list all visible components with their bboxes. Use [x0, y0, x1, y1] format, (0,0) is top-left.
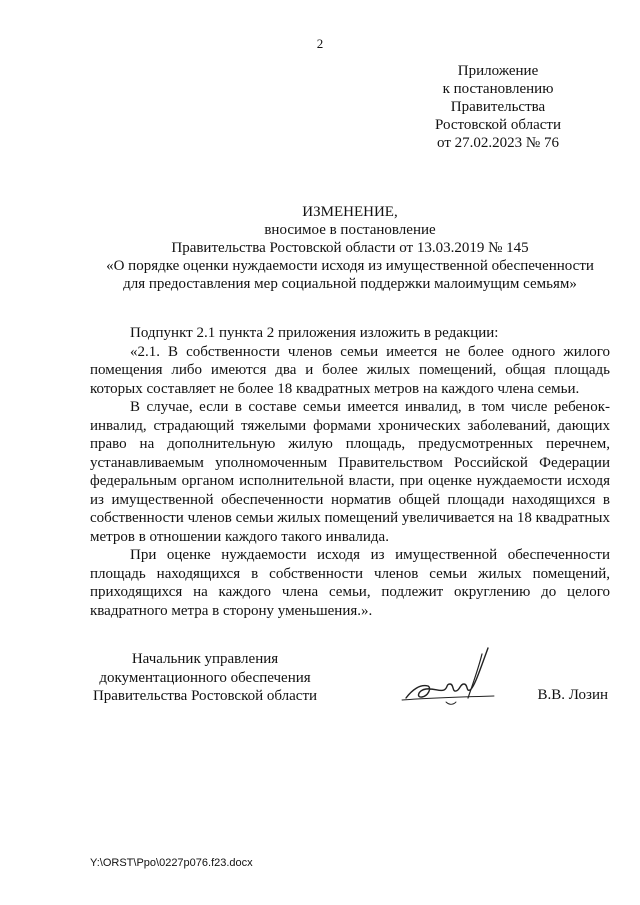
- body-paragraph: В случае, если в составе семьи имеется инвалид, в том числе ребенок-инвалид, страдающий тяжелыми формами хронических заболеваний, дающих право на дополнительную жилую площадь, предусмотренных перечнем, устанавливаемым уполномоченным Правительством Российской Федерации федеральным органом исполнительной власти, при оценке нуждаемости исходя из имущественной обеспеченности норматив общей площади находящихся в собственности членов семьи жилых помещений увеличивается на 18 квадратных метров в отношении каждого такого инвалида.: [90, 399, 610, 545]
- appendix-line: Приложение: [457, 63, 539, 79]
- body-paragraph: Подпункт 2.1 пункта 2 приложения изложить в редакции:: [130, 325, 499, 341]
- heading-line: вносимое в постановление: [264, 222, 436, 238]
- signatory-name: В.В. Лозин: [537, 687, 608, 703]
- heading-line: для предоставления мер социальной поддержки малоимущим семьям»: [123, 276, 577, 292]
- position-line: Правительства Ростовской области: [92, 688, 318, 704]
- appendix-line: Правительства: [450, 99, 546, 115]
- signatory-position: [90, 650, 320, 706]
- appendix-line: к постановлению: [442, 81, 554, 97]
- heading-line: Правительства Ростовской области от 13.03.2019 № 145: [171, 240, 529, 256]
- body-paragraph: «2.1. В собственности членов семьи имеется не более одного жилого помещения либо имеются два и более жилых помещений, общая площадь которых составляет не более 18 квадратных метров на каждого члена семьи.: [90, 343, 610, 397]
- body-paragraph: При оценке нуждаемости исходя из имущественной обеспеченности площадь находящихся в собственности членов семьи жилых помещений, приходящихся на каждого члена семьи, подлежит округлению до целого квадратного метра в сторону уменьшения.».: [90, 547, 610, 619]
- heading-line: «О порядке оценки нуждаемости исходя из имущественной обеспеченности: [106, 258, 594, 274]
- document-heading: [90, 203, 610, 293]
- document-body: [90, 324, 610, 620]
- page-number: 2: [316, 36, 324, 51]
- file-path: Y:\ORST\Ppo\0227p076.f23.docx: [90, 857, 253, 869]
- appendix-line: от 27.02.2023 № 76: [437, 135, 559, 151]
- position-line: документационного обеспечения: [99, 669, 311, 686]
- appendix-line: Ростовской области: [435, 117, 561, 133]
- heading-title: ИЗМЕНЕНИЕ,: [302, 204, 398, 220]
- handwritten-signature: [398, 640, 498, 710]
- appendix-block: [418, 62, 578, 152]
- position-line: Начальник управления: [131, 651, 279, 667]
